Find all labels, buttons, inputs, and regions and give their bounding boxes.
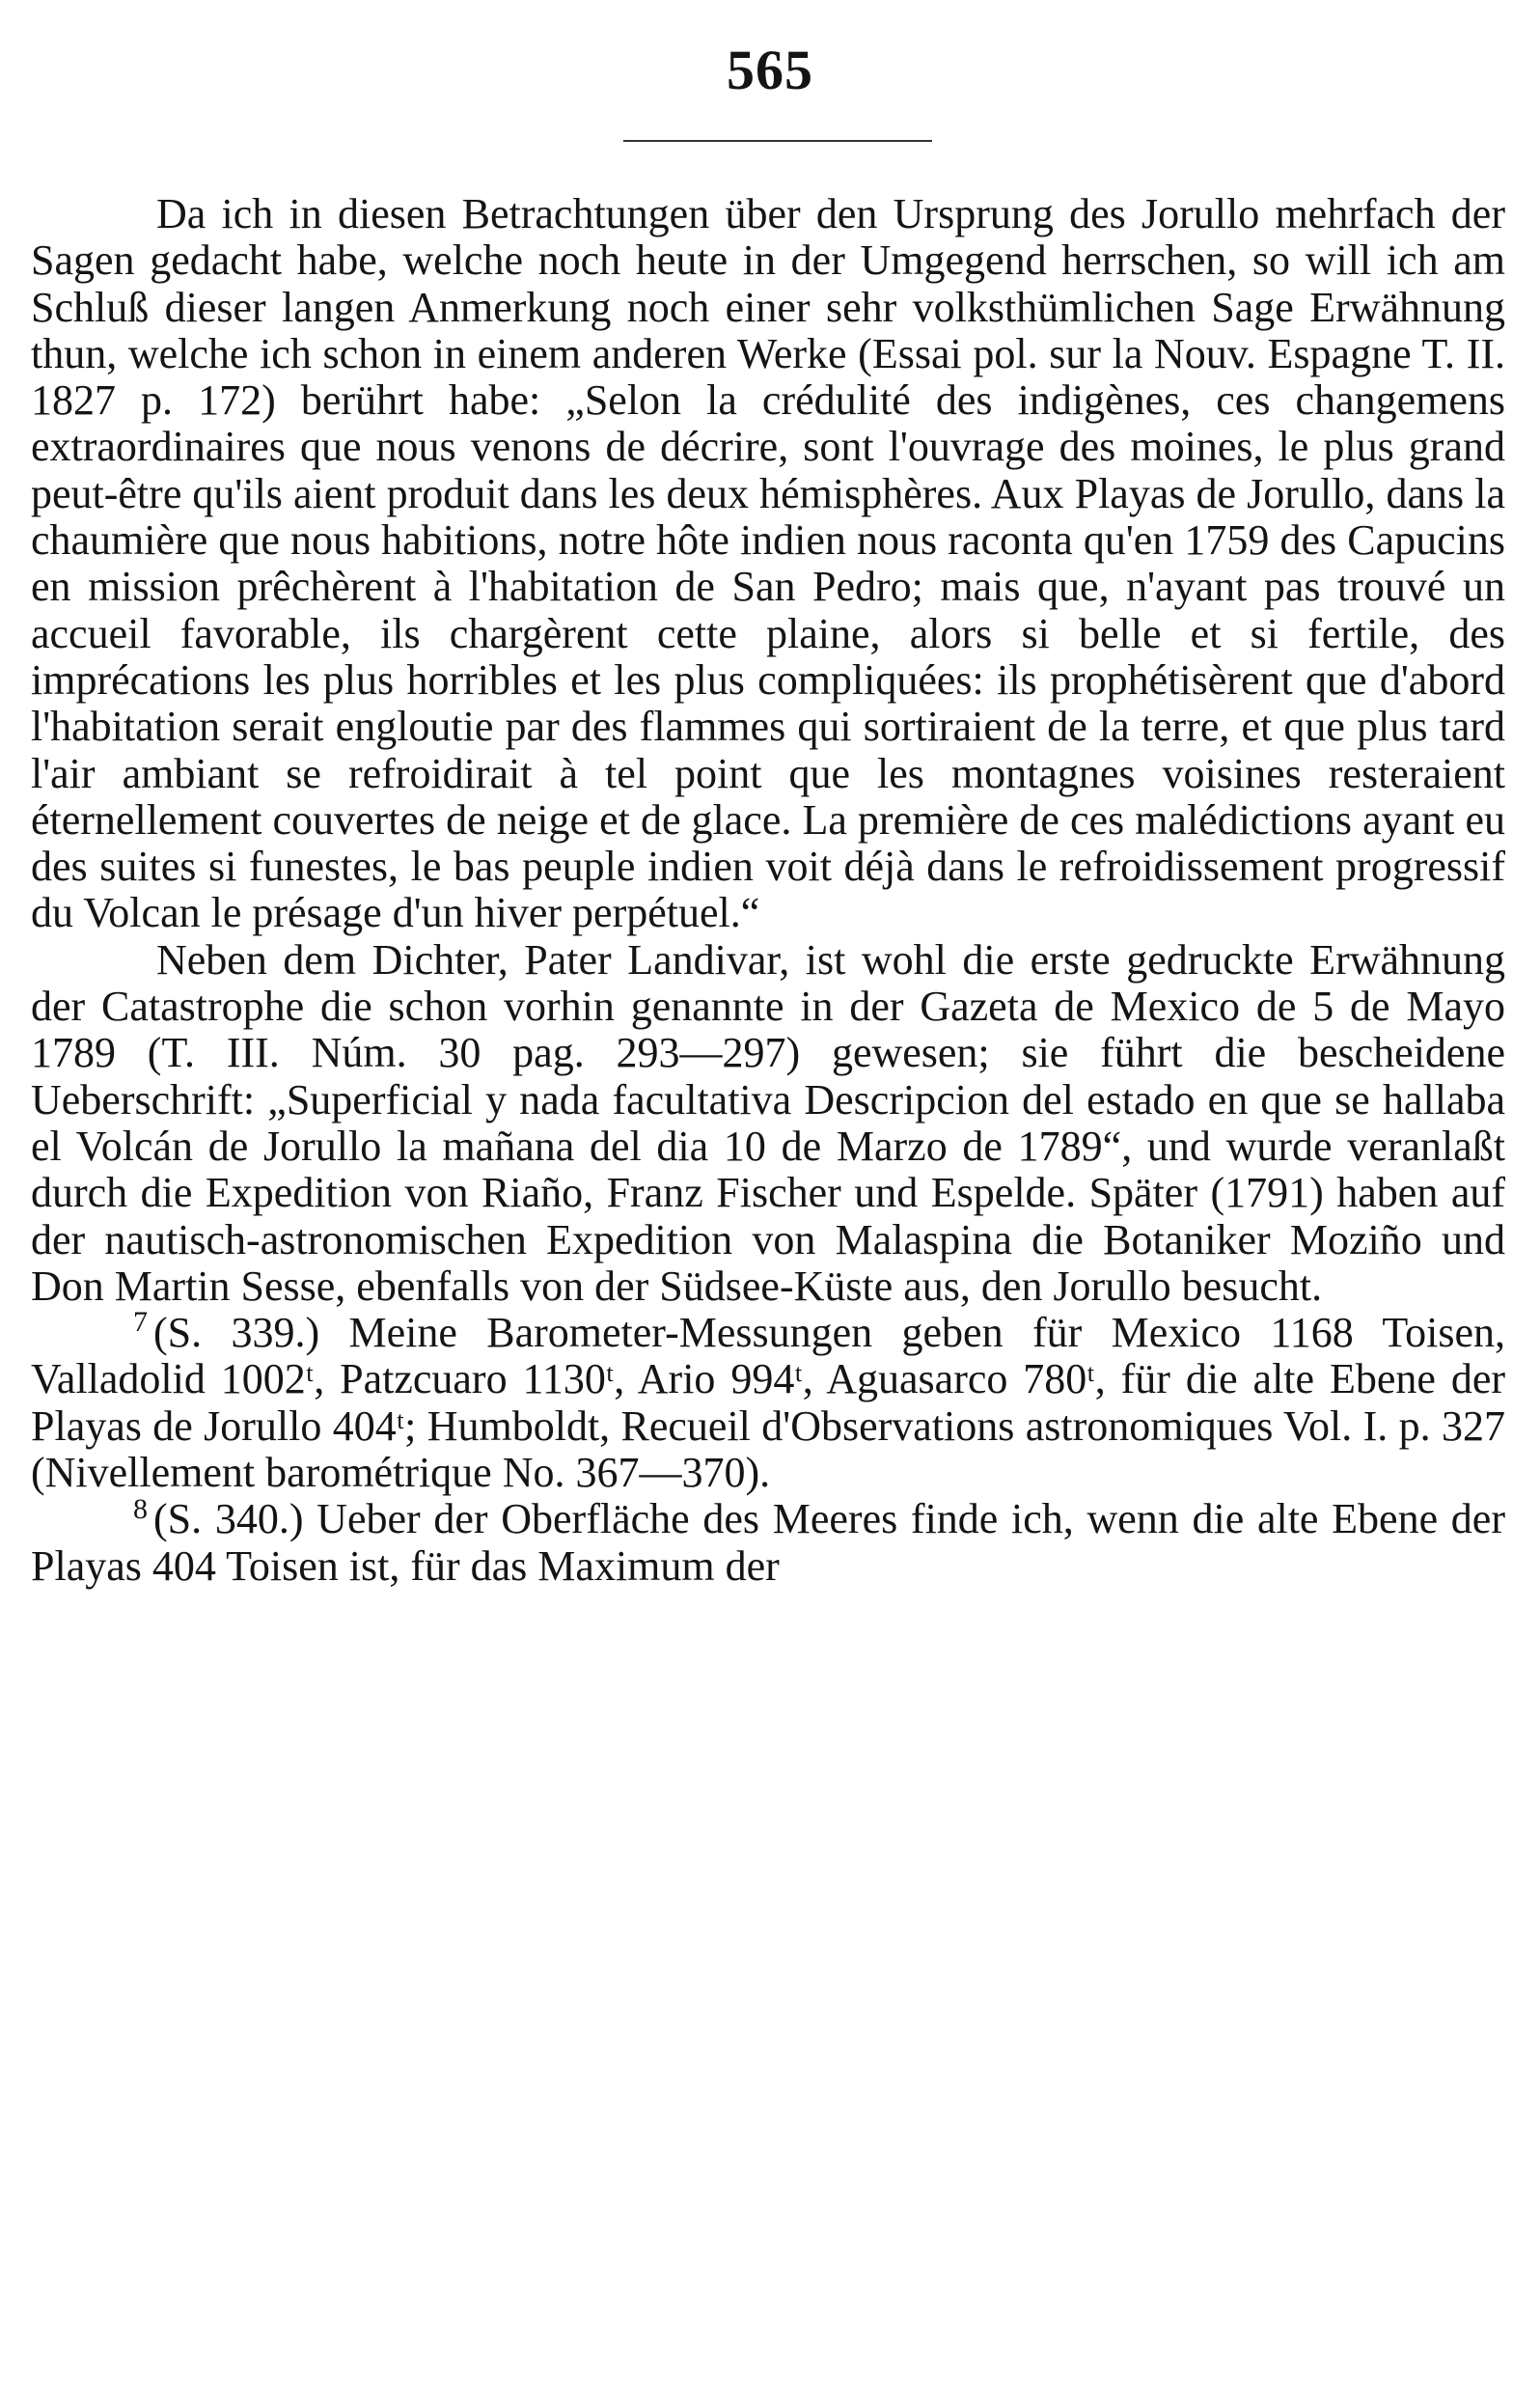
- paragraph-landivar: Neben dem Dichter, Pater Landivar, ist wohl die erste gedruckte Erwähnung der Catastrophe die schon vorhin genannte in der Gazeta de Mexico de 5 de Mayo 1789 (T. III. Núm. 30 pag. 293—297) gewesen; sie führt die bescheidene Ueberschrift: „Superficial y nada facultativa Descripcion del estado en que se hallaba el Volcán de Jorullo la mañana del dia 10 de Marzo de 1789“, und wurde veranlaßt durch die Expedition von Riaño, Franz Fischer und Espelde. Später (1791) haben auf der nautisch-astronomischen Expedition von Malaspina die Botaniker Moziño und Don Martin Sesse, ebenfalls von der Südsee-Küste aus, den Jorullo besucht.: [31, 935, 1505, 1310]
- footnote-7: [31, 1306, 1505, 1497]
- header-rule: [623, 140, 932, 142]
- footnote-mark: 7: [133, 1306, 148, 1339]
- footnote-text: (S. 339.) Meine Barometer-Messungen geben für Mexico 1168 Toisen, Valladolid 1002ᵗ, Patzcuaro 1130ᵗ, Ario 994ᵗ, Aguasarco 780ᵗ, für die alte Ebene der Playas de Jorullo 404ᵗ; Humboldt, Recueil d'Observations astronomiques Vol. I. p. 327 (Nivellement barométrique No. 367—370).: [31, 1309, 1505, 1497]
- footnote-8: [31, 1492, 1505, 1590]
- page-number: 565: [727, 39, 813, 101]
- footnote-mark: 8: [133, 1492, 148, 1525]
- paragraph-legend: Da ich in diesen Betrachtungen über den Ursprung des Jorullo mehrfach der Sagen gedacht habe, welche noch heute in der Umgegend herrschen, so will ich am Schluß dieser langen Anmerkung noch einer sehr volksthümlichen Sage Erwähnung thun, welche ich schon in einem anderen Werke (Essai pol. sur la Nouv. Espagne T. II. 1827 p. 172) berührt habe: „Selon la crédulité des indigènes, ces changemens extraordinaires que nous venons de décrire, sont l'ouvrage des moines, le plus grand peut-être qu'ils aient produit dans les deux hémisphères. Aux Playas de Jorullo, dans la chaumière que nous habitions, notre hôte indien nous raconta qu'en 1759 des Capucins en mission prêchèrent à l'habitation de San Pedro; mais que, n'ayant pas trouvé un accueil favorable, ils chargèrent cette plaine, alors si belle et si fertile, des imprécations les plus horribles et les plus compliquées: ils prophétisèrent que d'abord l'habitation serait engloutie par des flammes qui sortiraient de la terre, et que plus tard l'air ambiant se refroidirait à tel point que les montagnes voisines resteraient éternellement couvertes de neige et de glace. La première de ces malédictions ayant eu des suites si funestes, le bas peuple indien voit déjà dans le refroidissement progressif du Volcan le présage d'un hiver perpétuel.“: [31, 190, 1505, 937]
- footnote-text: (S. 340.) Ueber der Oberfläche des Meeres finde ich, wenn die alte Ebene der Playas 404 Toisen ist, für das Maximum der: [31, 1495, 1505, 1590]
- body-text: [31, 191, 1505, 1590]
